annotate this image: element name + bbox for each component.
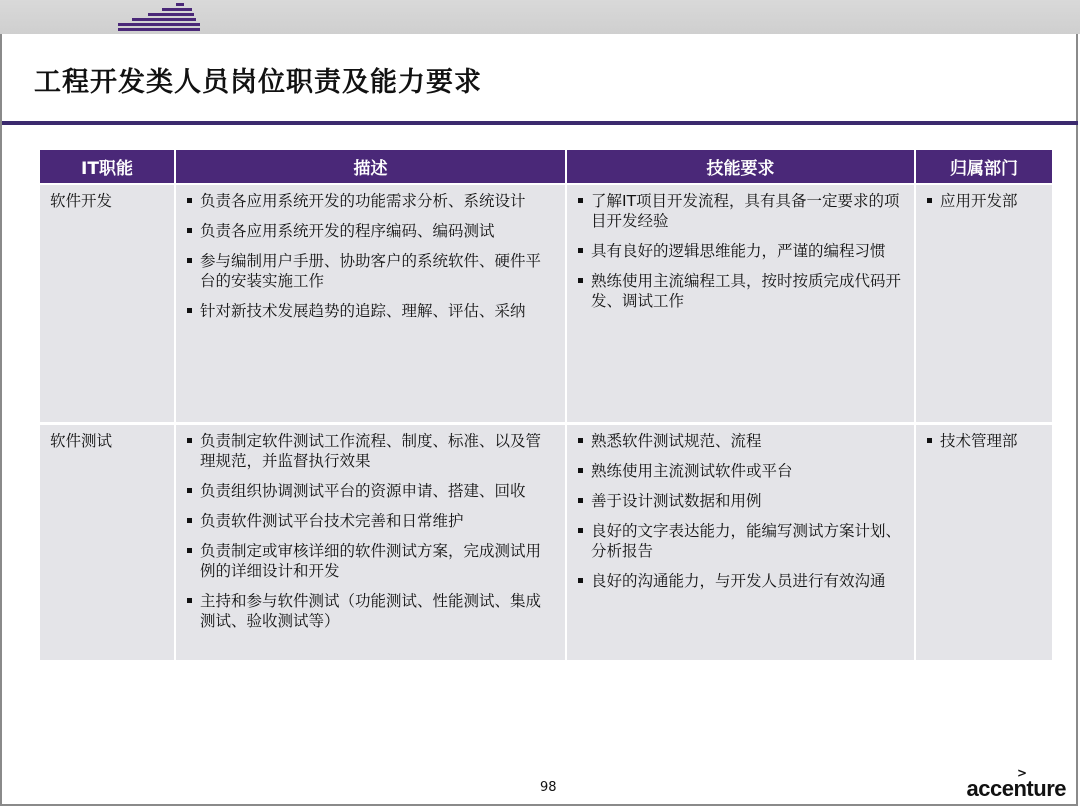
list-item: 负责制定软件测试工作流程、制度、标准、以及管理规范，并监督执行效果: [186, 431, 555, 471]
list-item: 熟练使用主流编程工具，按时按质完成代码开发、调试工作: [577, 271, 904, 311]
page-title: 工程开发类人员岗位职责及能力要求: [34, 67, 482, 98]
list-item: 具有良好的逻辑思维能力，严谨的编程习惯: [577, 241, 904, 261]
list-item: 主持和参与软件测试（功能测试、性能测试、集成测试、验收测试等）: [186, 591, 555, 631]
list-item: 负责组织协调测试平台的资源申请、搭建、回收: [186, 481, 555, 501]
list-item: 了解IT项目开发流程，具有具备一定要求的项目开发经验: [577, 191, 904, 231]
list-item: 应用开发部: [926, 191, 1042, 211]
list-item: 负责各应用系统开发的程序编码、编码测试: [186, 221, 555, 241]
description-cell: [176, 425, 565, 663]
function-cell: [40, 185, 174, 425]
page-number: 98: [540, 780, 557, 795]
header-description: 描述: [176, 150, 565, 185]
skills-cell: [567, 185, 914, 425]
list-item: 负责软件测试平台技术完善和日常维护: [186, 511, 555, 531]
function-cell: [40, 425, 174, 663]
stripes-logo-icon: [118, 3, 200, 33]
list-item: 熟悉软件测试规范、流程: [577, 431, 904, 451]
list-item: 良好的沟通能力，与开发人员进行有效沟通: [577, 571, 904, 591]
brand-logo: accenture: [966, 776, 1066, 801]
header-function: IT职能: [40, 150, 174, 185]
list-item: 良好的文字表达能力，能编写测试方案计划、分析报告: [577, 521, 904, 561]
list-item: 负责各应用系统开发的功能需求分析、系统设计: [186, 191, 555, 211]
list-item: 熟练使用主流测试软件或平台: [577, 461, 904, 481]
title-divider: [2, 121, 1078, 125]
skills-cell: [567, 425, 914, 663]
list-item: 针对新技术发展趋势的追踪、理解、评估、采纳: [186, 301, 555, 321]
department-cell: [916, 185, 1052, 425]
list-item: 技术管理部: [926, 431, 1042, 451]
header-department: 归属部门: [916, 150, 1052, 185]
table-header-row: [40, 150, 1052, 185]
list-item: 负责制定或审核详细的软件测试方案，完成测试用例的详细设计和开发: [186, 541, 555, 581]
function-label: 软件测试: [50, 432, 113, 450]
table-row: [40, 425, 1052, 663]
header-skills: 技能要求: [567, 150, 914, 185]
brand-mark-icon: >: [1017, 766, 1028, 780]
responsibility-table: [38, 150, 1054, 663]
table-row: [40, 185, 1052, 425]
function-label: 软件开发: [50, 192, 113, 210]
top-bar: [0, 0, 1080, 34]
description-cell: [176, 185, 565, 425]
department-cell: [916, 425, 1052, 663]
list-item: 善于设计测试数据和用例: [577, 491, 904, 511]
list-item: 参与编制用户手册、协助客户的系统软件、硬件平台的安装实施工作: [186, 251, 555, 291]
